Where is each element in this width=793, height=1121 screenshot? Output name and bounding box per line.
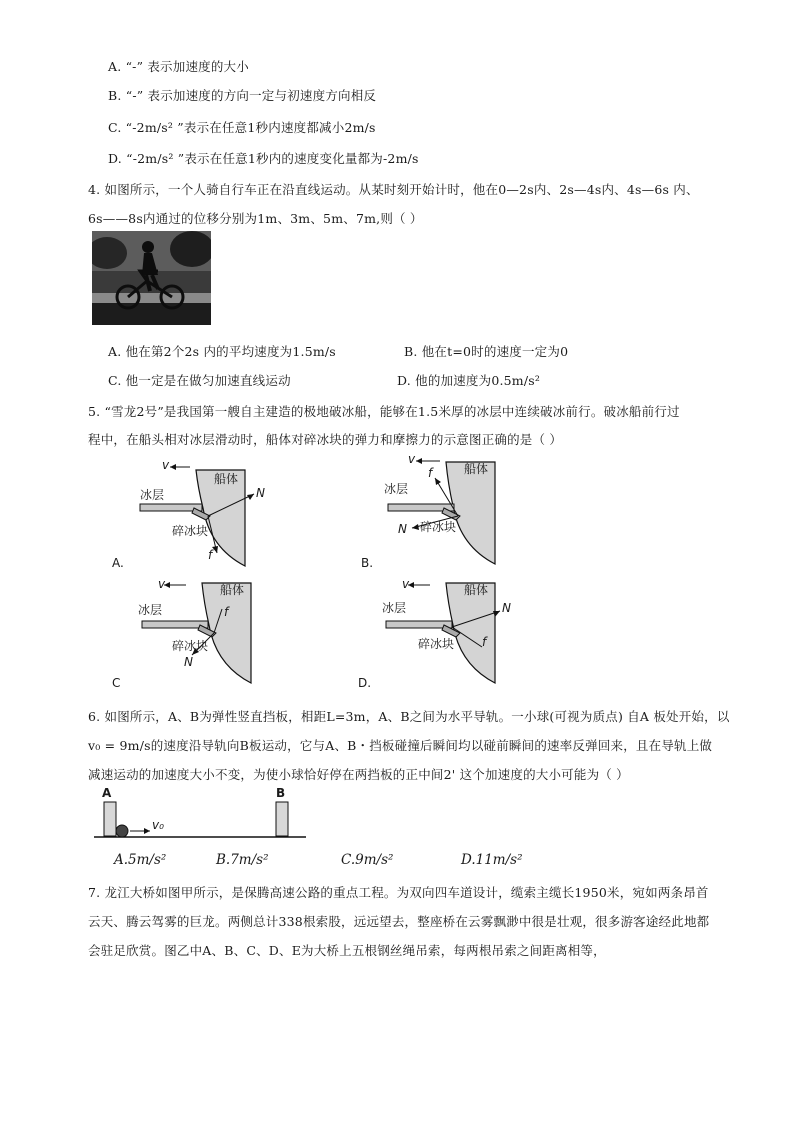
fig-a-ice-chunk-label: 碎冰块: [172, 524, 209, 538]
q4-option-c: C. 他一定是在做匀加速直线运动: [108, 373, 291, 388]
q6-stem-line1: 6. 如图所示，A、B为弹性竖直挡板，相距L=3m，A、B之间为水平导轨。一小球(可视为质点) 自A 板处开始，以: [88, 709, 730, 724]
fig-b-ice-layer-label: 冰层: [384, 482, 409, 496]
fig-b-ice-chunk-label: 碎冰块: [420, 520, 457, 534]
v0-label: v₀: [152, 818, 164, 832]
fig-c-f-label: f: [224, 605, 229, 619]
fig-c-v-label: v: [158, 577, 166, 591]
fig-a-hull-label: 船体: [214, 472, 239, 486]
q7-stem-line1: 7. 龙江大桥如图甲所示，是保腾高速公路的重点工程。为双向四车道设计，缆索主缆长1950米，宛如两条昂首: [88, 885, 709, 900]
q7-stem-line3: 会驻足欣赏。图乙中A、B、C、D、E为大桥上五根钢丝绳吊索，每两根吊索之间距离相等，: [88, 943, 606, 958]
fig-b-f-label: f: [428, 466, 433, 480]
fig-a-n-label: N: [256, 486, 265, 500]
rail-figure: [94, 786, 324, 848]
q6-option-a: A.5m/s²: [114, 852, 167, 868]
fig-d-hull-label: 船体: [464, 583, 489, 597]
icebreaker-figure-d: [380, 575, 530, 687]
q6-option-c: C.9m/s²: [341, 852, 394, 868]
fig-b-v-label: v: [408, 452, 416, 466]
fig-b-n-label: N: [398, 522, 407, 536]
q5-choice-a: A.: [112, 556, 124, 570]
plate-b-label: B: [276, 786, 286, 800]
icebreaker-figure-a: [110, 458, 300, 570]
fig-c-ice-layer-label: 冰层: [138, 603, 163, 617]
fig-d-v-label: v: [402, 577, 410, 591]
icebreaker-figure-c: [136, 575, 286, 687]
icebreaker-figure-b: [380, 452, 530, 570]
fig-b-hull-label: 船体: [464, 462, 489, 476]
fig-a-v-label: v: [162, 458, 170, 472]
q5-stem-line1: 5. “雪龙2号”是我国第一艘自主建造的极地破冰船，能够在1.5米厚的冰层中连续破冰前行。破冰船前行过: [88, 404, 680, 419]
q4-option-b: B. 他在t=0时的速度一定为0: [404, 344, 569, 359]
q3-option-c: C. “-2m/s² ”表示在任意1秒内速度都减小2m/s: [108, 120, 376, 135]
fig-a-f-label: f: [208, 548, 213, 562]
q6-stem-line2: v₀ = 9m/s的速度沿导轨向B板运动，它与A、B・挡板碰撞后瞬间均以碰前瞬间的速率反弹回来，且在导轨上做: [88, 738, 713, 753]
plate-a-label: A: [102, 786, 112, 800]
q6-option-d: D.11m/s²: [461, 852, 523, 868]
fig-d-n-label: N: [502, 601, 511, 615]
q3-option-b: B. “-” 表示加速度的方向一定与初速度方向相反: [108, 88, 377, 103]
q6-option-b: B.7m/s²: [216, 852, 269, 868]
q5-choice-d: D.: [358, 676, 372, 690]
q4-stem-line2: 6s——8s内通过的位移分别为1m、3m、5m、7m,则（ ）: [88, 211, 423, 226]
q4-option-d: D. 他的加速度为0.5m/s²: [397, 373, 541, 388]
fig-d-ice-layer-label: 冰层: [382, 601, 407, 615]
q4-option-a: A. 他在第2个2s 内的平均速度为1.5m/s: [108, 344, 336, 359]
fig-c-n-label: N: [184, 655, 193, 669]
q5-choice-c: C: [112, 676, 121, 690]
q5-stem-line2: 程中，在船头相对冰层滑动时，船体对碎冰块的弹力和摩擦力的示意图正确的是（ ）: [88, 432, 563, 447]
q4-stem-line1: 4. 如图所示，一个人骑自行车正在沿直线运动。从某时刻开始计时，他在0—2s内、2s—4s内、4s—6s 内、: [88, 182, 699, 197]
fig-a-ice-layer-label: 冰层: [140, 488, 165, 502]
q6-stem-line3: 减速运动的加速度大小不变，为使小球恰好停在两挡板的正中间2' 这个加速度的大小可能为（ ）: [88, 767, 629, 782]
fig-c-ice-chunk-label: 碎冰块: [172, 639, 209, 653]
fig-d-f-label: f: [482, 635, 487, 649]
q7-stem-line2: 云天、腾云驾雾的巨龙。两侧总计338根索股，远远望去，整座桥在云雾飘渺中很是壮观，很多游客途经此地都: [88, 914, 710, 929]
cyclist-photo: [92, 231, 211, 325]
fig-d-ice-chunk-label: 碎冰块: [418, 637, 455, 651]
q3-option-d: D. “-2m/s² ”表示在任意1秒内的速度变化量都为-2m/s: [108, 151, 419, 166]
q5-choice-b: B.: [361, 556, 374, 570]
q3-option-a: A. “-” 表示加速度的大小: [108, 59, 249, 74]
fig-c-hull-label: 船体: [220, 583, 245, 597]
